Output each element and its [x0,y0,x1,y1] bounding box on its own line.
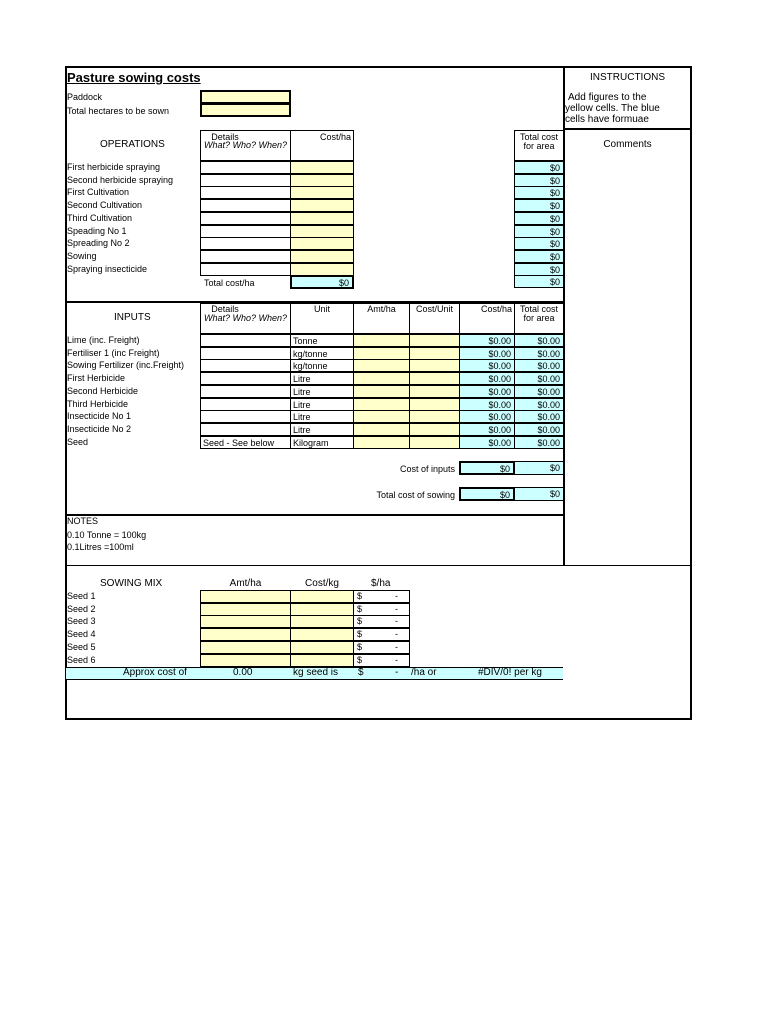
cost-of-inputs-label: Cost of inputs [399,464,455,474]
ops-col-total-2: for area [523,141,555,151]
ops-row-total: $0 [514,174,564,187]
inp-unit-cell: Tonne [290,334,354,347]
inp-col-total-1: Total cost [519,304,559,314]
ops-cost-ha-input[interactable] [290,174,354,187]
inp-total-cell: $0.00 [514,372,564,385]
inp-cost-ha-cell: $0.00 [459,334,515,347]
ops-row-label: First herbicide spraying [67,162,161,172]
inp-cost-ha-cell: $0.00 [459,398,515,411]
inp-cost-ha-cell: $0.00 [459,410,515,423]
ops-cost-ha-input[interactable] [290,199,354,212]
inp-details-input[interactable] [200,359,291,372]
ops-cost-ha-input[interactable] [290,161,354,174]
ops-row-total: $0 [514,237,564,250]
inp-col-unit: Unit [313,304,330,314]
inp-cost-ha-cell: $0.00 [459,436,515,449]
ops-cost-ha-input[interactable] [290,263,354,276]
seed-dha-cur: $ [357,603,363,614]
inp-unit-cell: Litre [290,410,354,423]
ops-cost-ha-input[interactable] [290,212,354,225]
inp-col-details-sub: What? Who? When? [204,313,288,323]
inp-total-cell: $0.00 [514,385,564,398]
inp-cost-unit-input[interactable] [409,385,460,398]
sowing-mix-heading: SOWING MIX [100,578,163,589]
inp-row-label: Sowing Fertilizer (inc.Freight) [67,360,185,371]
seed-row-label: Seed 1 [67,591,96,601]
instructions-heading: INSTRUCTIONS [590,72,665,83]
ops-row-label: Spraying insecticide [67,263,148,274]
seed-dha-cur: $ [357,629,363,640]
seed-row-label: Seed 2 [67,603,96,614]
seed-amt-input[interactable] [200,654,291,667]
seed-row-label: Seed 4 [67,629,96,640]
ops-col-details-sub: What? Who? When? [204,140,288,150]
inp-cost-unit-input[interactable] [409,410,460,423]
ops-row-total: $0 [514,250,564,263]
ops-details-input[interactable] [200,161,291,174]
ops-total-cost-ha: $0 [290,275,354,289]
inp-total-cell: $0.00 [514,410,564,423]
ops-details-input[interactable] [200,225,291,238]
inp-amt-input[interactable] [353,385,410,398]
inp-unit-cell: kg/tonne [290,359,354,372]
inp-unit-cell: Litre [290,372,354,385]
seed-dha-val: - [395,629,398,640]
paddock-label: Paddock [67,92,103,102]
inp-cost-unit-input[interactable] [409,372,460,385]
inp-unit-cell: Litre [290,398,354,411]
instructions-line2: yellow cells. The blue [565,103,660,114]
approx-per-ha-or: /ha or [411,667,437,678]
page-title: Pasture sowing costs [67,70,201,85]
approx-kg-seed-is: kg seed is [293,667,339,678]
approx-cost-label: Approx cost of [123,667,187,678]
seed-cost-input[interactable] [290,628,354,641]
inputs-divider [65,514,564,516]
inp-cost-unit-input[interactable] [409,398,460,411]
inp-unit-cell: Kilogram [290,436,354,449]
seed-dha-val: - [395,603,398,614]
inp-row-label: Fertiliser 1 (inc Freight) [67,347,160,358]
ops-row-total: $0 [514,225,564,238]
seed-cost-input[interactable] [290,641,354,654]
inp-amt-input[interactable] [353,359,410,372]
inp-amt-input[interactable] [353,436,410,449]
inp-cost-ha-cell: $0.00 [459,372,515,385]
inp-details-input[interactable] [200,385,291,398]
inp-total-cell: $0.00 [514,436,564,449]
inp-row-label: Insecticide No 1 [67,411,132,422]
hectares-label: Total hectares to be sown [67,106,170,116]
notes-line1: 0.10 Tonne = 100kg [67,530,147,540]
ops-cost-ha-input[interactable] [290,186,354,199]
notes-line2: 0.1Litres =100ml [67,542,134,552]
inputs-heading: INPUTS [114,312,151,323]
inp-details-input[interactable] [200,372,291,385]
inp-details-input[interactable] [200,398,291,411]
ops-col-details: Details [211,132,239,142]
inp-amt-input[interactable] [353,347,410,360]
hectares-input[interactable] [200,103,291,117]
ops-row-label: Sowing [67,250,97,261]
ops-total-label: Total cost/ha [204,278,255,288]
ops-row-total: $0 [514,161,564,174]
inp-cost-ha-cell: $0.00 [459,359,515,372]
comments-heading: Comments [603,139,652,150]
inp-unit-cell: kg/tonne [290,347,354,360]
inp-unit-cell: Litre [290,423,354,436]
inp-amt-input[interactable] [353,398,410,411]
ops-total-area: $0 [514,275,564,288]
inp-cost-unit-input[interactable] [409,347,460,360]
sowing-col-dha: $/ha [371,578,391,589]
instructions-bottom-line [563,128,692,130]
seed-amt-input[interactable] [200,603,291,616]
inp-row-label: Insecticide No 2 [67,423,132,434]
approx-cost-amt: 0.00 [233,667,253,678]
inp-total-cell: $0.00 [514,347,564,360]
seed-cost-input[interactable] [290,603,354,616]
ops-row-label: Second Cultivation [67,200,143,211]
approx-val: - [395,667,399,678]
inp-amt-input[interactable] [353,372,410,385]
ops-row-label: Second herbicide spraying [67,174,174,185]
inp-row-label: Second Herbicide [67,385,139,396]
instructions-line1: Add figures to the [568,92,647,103]
seed-row-label: Seed 6 [67,654,96,665]
inp-col-cost-unit: Cost/Unit [415,304,453,314]
inp-cost-ha-cell: $0.00 [459,347,515,360]
ops-details-input[interactable] [200,250,291,263]
inp-row-label: Lime (inc. Freight) [67,335,140,345]
inp-col-cost-ha: Cost/ha [480,304,512,314]
ops-cost-ha-input[interactable] [290,237,354,250]
ops-details-input[interactable] [200,263,291,276]
inp-details-input[interactable]: Seed - See below [200,436,291,449]
ops-details-input[interactable] [200,174,291,187]
seed-cost-input[interactable] [290,615,354,628]
instructions-line3: cells have formuae [565,114,649,125]
ops-cost-ha-input[interactable] [290,225,354,238]
ops-row-label: Third Cultivation [67,212,133,223]
ops-row-total: $0 [514,263,564,276]
seed-amt-input[interactable] [200,590,291,603]
seed-dha-val: - [395,591,398,601]
inp-amt-input[interactable] [353,410,410,423]
seed-dha-cur: $ [357,591,363,601]
seed-amt-input[interactable] [200,615,291,628]
inp-cost-unit-input[interactable] [409,359,460,372]
inp-row-label: Seed [67,436,89,447]
notes-divider [65,565,692,566]
sowing-col-amt: Amt/ha [229,578,262,589]
total-sowing-area: $0 [514,487,564,501]
seed-dha-cur: $ [357,641,363,652]
inp-unit-cell: Litre [290,385,354,398]
seed-row-label: Seed 5 [67,641,96,652]
inp-col-details: Details [211,304,239,314]
seed-dha-cur: $ [357,654,363,665]
inp-cost-ha-cell: $0.00 [459,423,515,436]
total-sowing-label: Total cost of sowing [376,490,455,500]
inp-details-input[interactable] [200,410,291,423]
inp-row-label: Third Herbicide [67,398,129,409]
ops-col-cost-ha: Cost/ha [319,132,351,142]
ops-row-label: First Cultivation [67,187,130,198]
seed-cost-input[interactable] [290,654,354,667]
ops-cost-ha-input[interactable] [290,250,354,263]
inp-total-cell: $0.00 [514,398,564,411]
ops-col-total-1: Total cost [519,132,559,142]
ops-details-input[interactable] [200,199,291,212]
seed-amt-input[interactable] [200,628,291,641]
seed-cost-input[interactable] [290,590,354,603]
inp-col-total-2: for area [523,313,555,323]
inp-cost-unit-input[interactable] [409,436,460,449]
inp-col-amt: Amt/ha [367,304,396,314]
seed-dha-val: - [395,654,398,665]
approx-per-kg: #DIV/0! per kg [478,667,542,678]
inp-amt-input[interactable] [353,423,410,436]
seed-amt-input[interactable] [200,641,291,654]
seed-row-label: Seed 3 [67,616,96,627]
ops-row-total: $0 [514,186,564,199]
ops-details-input[interactable] [200,237,291,250]
inp-total-cell: $0.00 [514,359,564,372]
seed-dha-val: - [395,641,398,652]
ops-row-label: Speading No 1 [67,225,127,236]
cost-of-inputs-ha: $0 [459,461,515,475]
ops-row-total: $0 [514,199,564,212]
inp-total-cell: $0.00 [514,423,564,436]
sowing-col-cost: Cost/kg [305,578,339,589]
ops-details-input[interactable] [200,212,291,225]
cost-of-inputs-area: $0 [514,461,564,475]
ops-details-input[interactable] [200,186,291,199]
notes-heading: NOTES [67,516,99,526]
approx-cur: $ [358,667,364,678]
ops-row-total: $0 [514,212,564,225]
inp-cost-unit-input[interactable] [409,334,460,347]
paddock-input[interactable] [200,90,291,104]
inp-cost-ha-cell: $0.00 [459,385,515,398]
inp-details-input[interactable] [200,334,291,347]
inp-cost-unit-input[interactable] [409,423,460,436]
ops-row-label: Spreading No 2 [67,238,130,249]
operations-heading: OPERATIONS [100,139,165,150]
seed-dha-val: - [395,616,398,627]
total-sowing-ha: $0 [459,487,515,501]
inp-row-label: First Herbicide [67,373,126,384]
inp-total-cell: $0.00 [514,334,564,347]
inp-amt-input[interactable] [353,334,410,347]
inp-details-input[interactable] [200,347,291,360]
inp-details-input[interactable] [200,423,291,436]
seed-dha-cur: $ [357,616,363,627]
